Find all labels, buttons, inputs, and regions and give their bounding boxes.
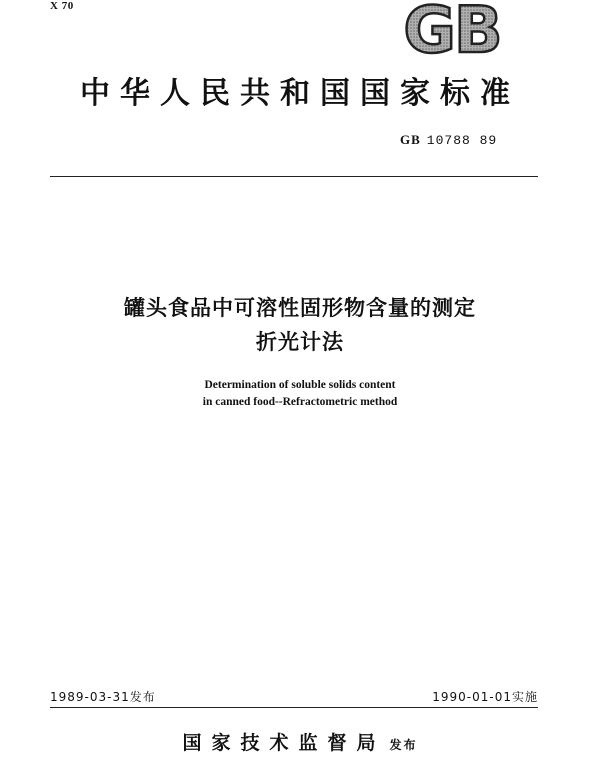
- title-english-line2: in canned food--Refractometric method: [202, 396, 398, 408]
- publisher-action: 发布: [389, 738, 418, 752]
- gb-logo: [398, 0, 506, 58]
- publisher-line: [0, 728, 600, 755]
- standard-prefix: GB: [400, 132, 421, 147]
- bottom-divider: [50, 707, 538, 708]
- top-divider: [50, 176, 538, 177]
- ics-code: X 70: [50, 0, 74, 12]
- gb-logo-text: GB: [403, 0, 501, 58]
- issue-date: 1989-03-31发布: [50, 690, 156, 704]
- publisher-org: 国家技术监督局: [182, 732, 386, 754]
- standard-number: [400, 132, 497, 148]
- implementation-date: 1990-01-01实施: [432, 690, 538, 704]
- title-english-line1: Determination of soluble solids content: [204, 379, 396, 391]
- title-chinese-line1: 罐头食品中可溶性固形物含量的测定: [124, 296, 476, 320]
- national-standard-title: 中华人民共和国国家标准: [80, 76, 520, 111]
- title-chinese-line2: 折光计法: [256, 330, 344, 354]
- standard-code: 10788 89: [426, 133, 498, 148]
